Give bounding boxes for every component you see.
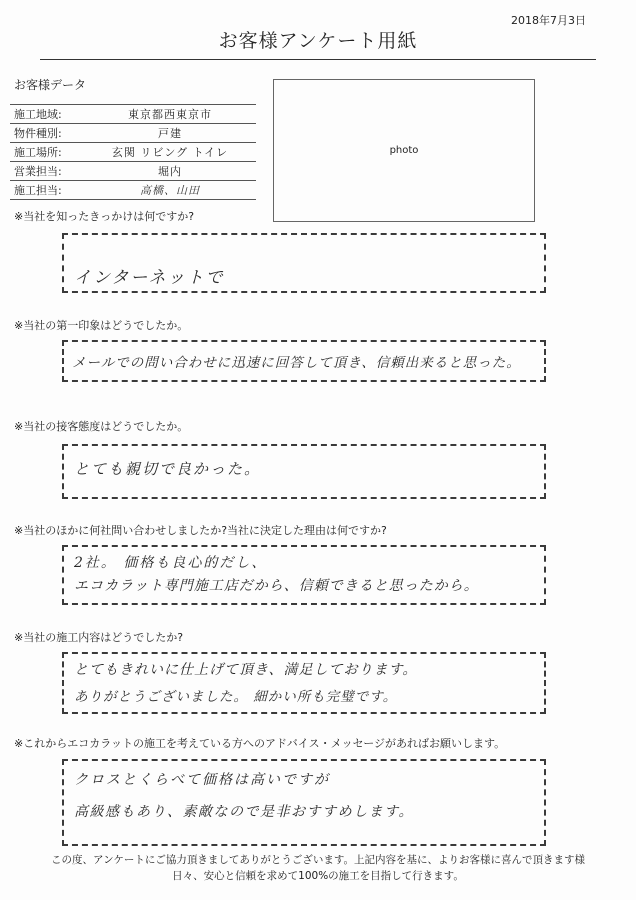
sales-staff-value: 堀内 [84,162,256,181]
customer-data-heading: お客様データ [14,78,87,92]
area-value: 東京都西東京市 [84,105,256,124]
installer-value: 高橋、山田 [84,181,256,200]
answer-box-3 [62,444,546,499]
question-4: ※当社のほかに何社問い合わせしましたか?当社に決定した理由は何ですか? [14,524,387,537]
customer-data-table [10,104,256,200]
table-row [10,124,256,143]
answer-2-line-1: メールでの問い合わせに迅速に回答して頂き、信頼出来ると思った。 [72,355,521,371]
table-row [10,181,256,200]
sales-staff-label: 営業担当: [10,162,84,181]
photo-label: photo [389,145,419,156]
question-2: ※当社の第一印象はどうでしたか。 [14,319,189,332]
question-6: ※これからエコカラットの施工を考えている方へのアドバイス・メッセージがあればお願いします。 [14,737,506,750]
question-5: ※当社の施工内容はどうでしたか? [14,631,184,644]
footer-message [10,852,626,884]
table-row [10,143,256,162]
location-value: 玄関 リビング トイレ [84,143,256,162]
answer-box-4 [62,545,546,605]
property-type-label: 物件種別: [10,124,84,143]
answer-box-5 [62,652,546,714]
answer-box-1 [62,233,546,293]
answer-5-line-1: とてもきれいに仕上げて頂き、満足しております。 [74,662,418,678]
property-type-value: 戸建 [84,124,256,143]
location-label: 施工場所: [10,143,84,162]
answer-6-line-2: 高級感もあり、素敵なので是非おすすめします。 [74,804,415,820]
answer-box-2 [62,340,546,382]
photo-placeholder [273,79,535,222]
answer-6-line-1: クロスとくらべて価格は高いですが [74,772,330,788]
question-3: ※当社の接客態度はどうでしたか。 [14,420,189,433]
footer-line-1: この度、アンケートにご協力頂きましてありがとうございます。上記内容を基に、よりお客様に喜んで頂きます様 [50,854,586,866]
survey-date: 2018年7月3日 [511,14,586,27]
area-label: 施工地域: [10,105,84,124]
page-title: お客様アンケート用紙 [40,26,596,60]
answer-3-line-1: とても親切で良かった。 [74,460,262,478]
answer-1-line-1: インターネットで [74,268,225,288]
installer-label: 施工担当: [10,181,84,200]
footer-line-2: 日々、安心と信頼を求めて100%の施工を目指して行きます。 [172,870,464,882]
table-row [10,105,256,124]
answer-5-line-2: ありがとうございました。 細かい所も完璧です。 [74,689,398,705]
answer-4-line-1: 2社。 価格も良心的だし、 [74,555,268,571]
table-row [10,162,256,181]
answer-4-line-2: エコカラット専門施工店だから、信頼できると思ったから。 [74,578,479,594]
answer-box-6 [62,759,546,846]
question-1: ※当社を知ったきっかけは何ですか? [14,210,195,223]
